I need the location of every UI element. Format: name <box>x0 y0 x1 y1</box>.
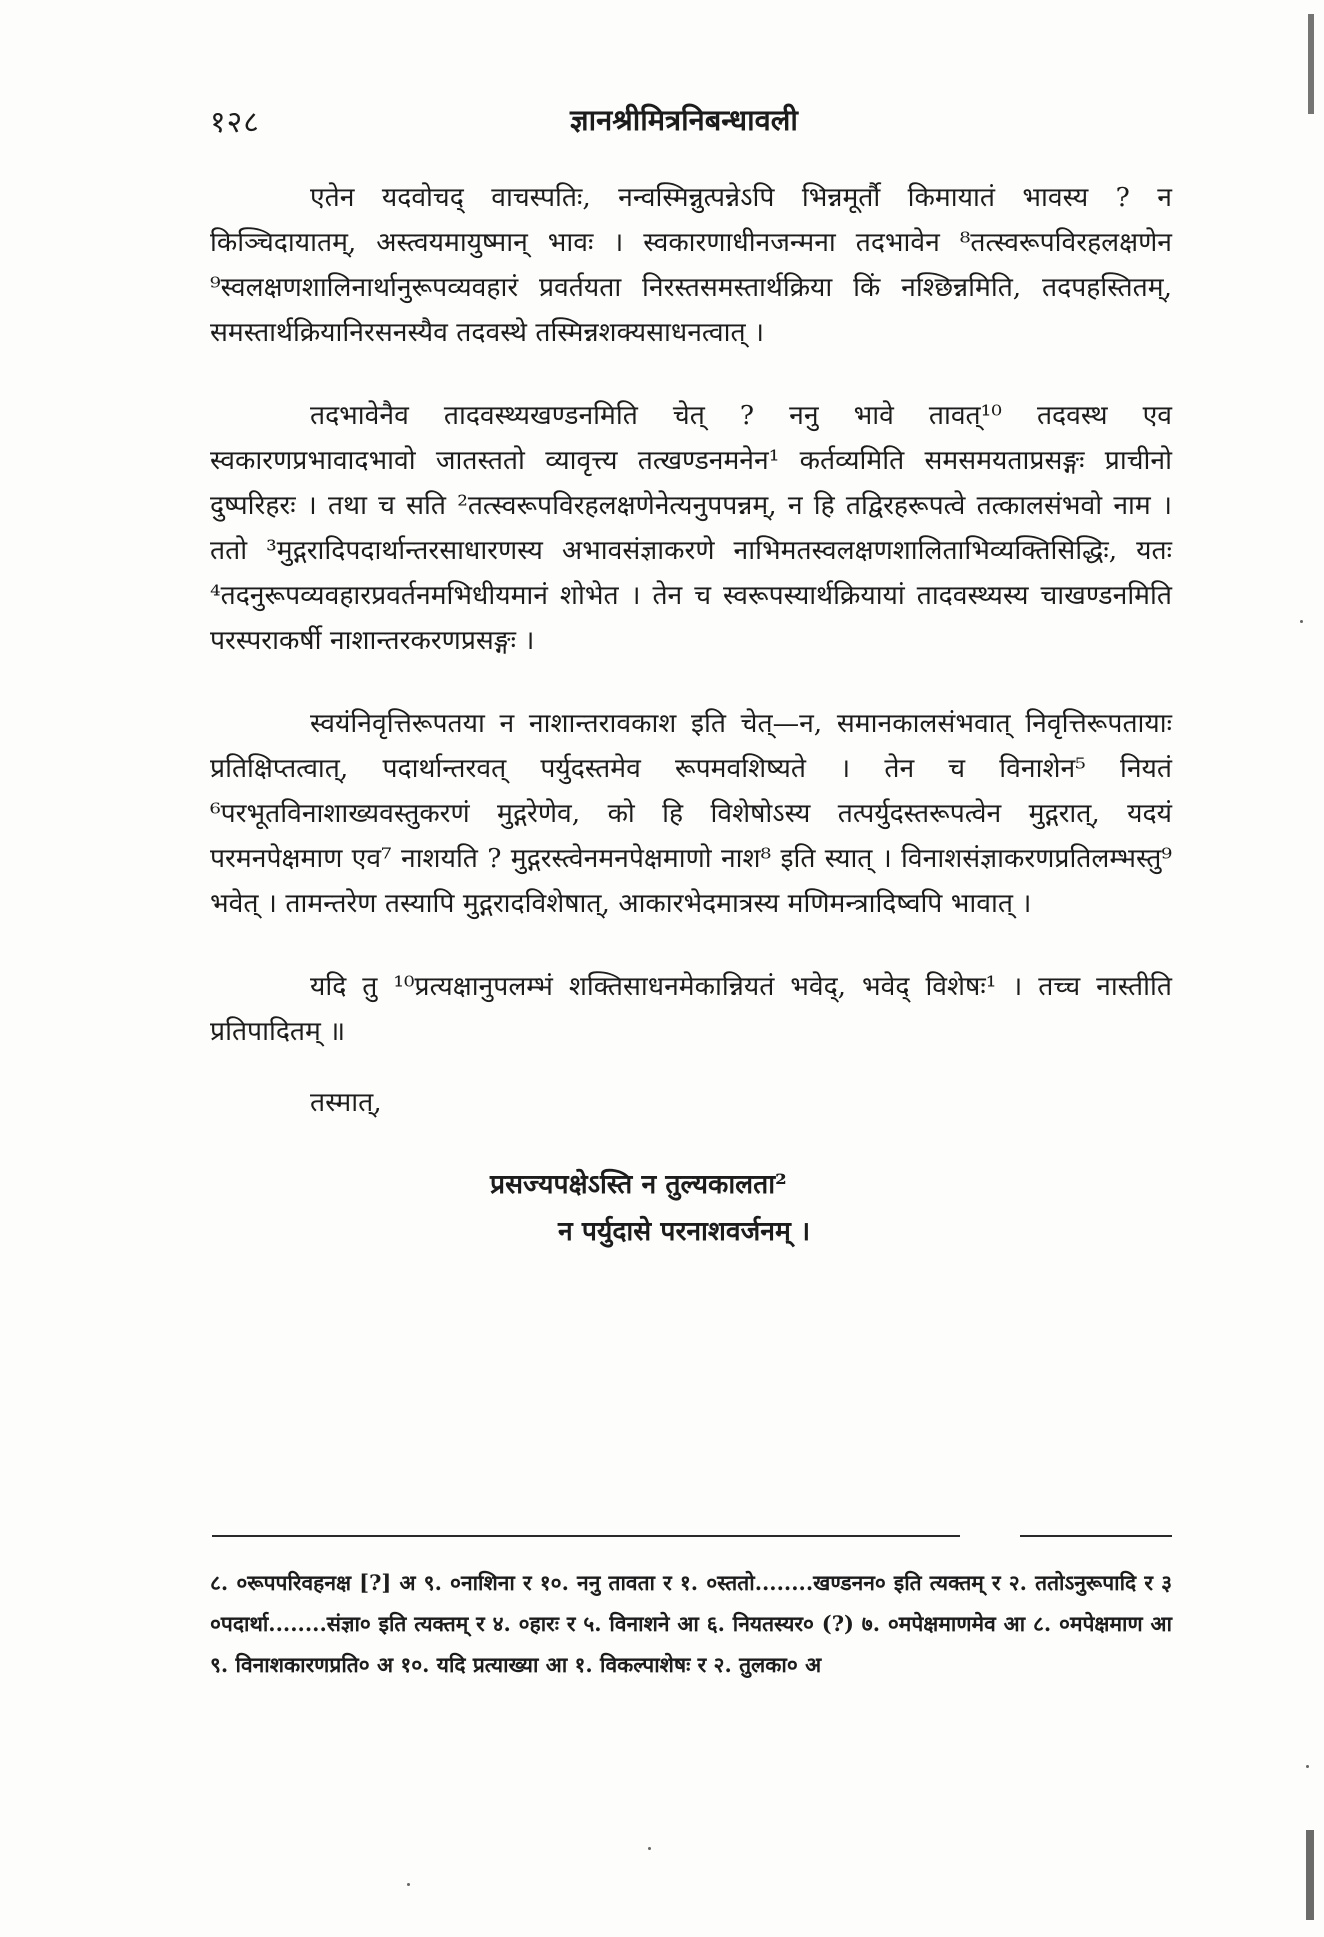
scan-speck <box>648 1847 651 1850</box>
paragraph-3: स्वयंनिवृत्तिरूपतया न नाशान्तरावकाश इति चेत्—न, समानकालसंभवात् निवृत्तिरूपतायाः प्रतिक्षिप्तत्वात्, पदार्थान्तरवत् पर्युदस्तमेव रूपमवशिष्यते । तेन च विनाशेन⁵ नियतं ⁶परभूतविनाशाख्यवस्तुकरणं मुद्गरेणेव, को हि विशेषोऽस्य तत्पर्युदस्तरूपत्वेन मुद्गरात्, यदयं परमनपेक्षमाण एव⁷ नाशयति ? मुद्गरस्त्वेनमनपेक्षमाणो नाश⁸ इति स्यात् । विनाशसंज्ञाकरणप्रतिलम्भस्तु⁹ भवेत् । तामन्तरेण तस्यापि मुद्गरादविशेषात्, आकारभेदमात्रस्य मणिमन्त्रादिष्वपि भावात् । <box>210 708 1172 919</box>
verse-line-1: प्रसज्यपक्षेऽस्ति न तुल्यकालता² <box>490 1169 787 1200</box>
scan-edge-mark-top <box>1308 14 1314 114</box>
scan-edge-mark-bottom <box>1306 1830 1314 1920</box>
scan-speck <box>1306 1765 1309 1768</box>
footnotes: ८. ०रूपपरिवहनक्ष [?] अ ९. ०नाशिना र १०. ननु तावता र १. ०स्ततो........खण्डनन० इति त्यक्तम् र २. ततोऽनुरूपादि र ३ ०पदार्था........संज्ञा० इति त्यक्तम् र ४. ०हारः र ५. विनाशने आ ६. नियतस्यर० (?) ७. ०मपेक्षमाणमेव आ ८. ०मपेक्षमाण आ ९. विनाशकारणप्रति० अ १०. यदि प्रत्याख्या आ १. विकल्पाशेषः र २. तुलका० अ <box>210 1570 1172 1677</box>
paragraph-4: यदि तु ¹⁰प्रत्यक्षानुपलम्भं शक्तिसाधनमेकान्नियतं भवेद्, भवेद् विशेषः¹ । तच्च नास्तीति प्रतिपादितम् ॥ <box>210 971 1172 1047</box>
page-number: १२८ <box>210 105 260 140</box>
divider-gap <box>960 1530 1020 1540</box>
paragraph-2: तदभावेनैव तादवस्थ्यखण्डनमिति चेत् ? ननु भावे तावत्¹⁰ तदवस्थ एव स्वकारणप्रभावादभावो जातस्ततो व्यावृत्त्य तत्खण्डनमनेन¹ कर्तव्यमिति समसमयताप्रसङ्गः प्राचीनो दुष्परिहरः । तथा च सति ²तत्स्वरूपविरहलक्षणेनेत्यनुपपन्नम्, न हि तद्विरहरूपत्वे तत्कालसंभवो नाम । ततो ³मुद्गरादिपदार्थान्तरसाधारणस्य अभावसंज्ञाकरणे नाभिमतस्वलक्षणशालिताभिव्यक्तिसिद्धिः, यतः ⁴तदनुरूपव्यवहारप्रवर्तनमभिधीयमानं शोभेत । तेन च स्वरूपस्यार्थक्रियायां तादवस्थ्यस्य चाखण्डनमिति परस्पराकर्षी नाशान्तरकरणप्रसङ्गः । <box>210 400 1172 656</box>
main-text <box>210 175 1172 1255</box>
verse-line-2: न पर्युदासे परनाशवर्जनम् । <box>558 1216 811 1247</box>
footnote-divider <box>212 1535 1172 1537</box>
paragraph-1: एतेन यदवोचद् वाचस्पतिः, नन्वस्मिन्नुत्पन्नेऽपि भिन्नमूर्तौ किमायातं भावस्य ? न किञ्चिदायातम्, अस्त्वयमायुष्मान् भावः । स्वकारणाधीनजन्मना तदभावेन ⁸तत्स्वरूपविरहलक्षणेन ⁹स्वलक्षणशालिनार्थानुरूपव्यवहारं प्रवर्तयता निरस्तसमस्तार्थक्रिया किं नश्छिन्नमिति, तदपहस्तितम्, समस्तार्थक्रियानिरसनस्यैव तदवस्थे तस्मिन्नशक्यसाधनत्वात् । <box>210 182 1172 348</box>
verse-block <box>210 1161 1172 1255</box>
lead-word: तस्मात्, <box>310 1087 382 1118</box>
scan-speck <box>1300 620 1303 623</box>
running-title: ज्ञानश्रीमित्रनिबन्धावली <box>570 103 798 137</box>
page-header <box>210 100 1170 140</box>
scan-speck <box>407 1883 410 1886</box>
